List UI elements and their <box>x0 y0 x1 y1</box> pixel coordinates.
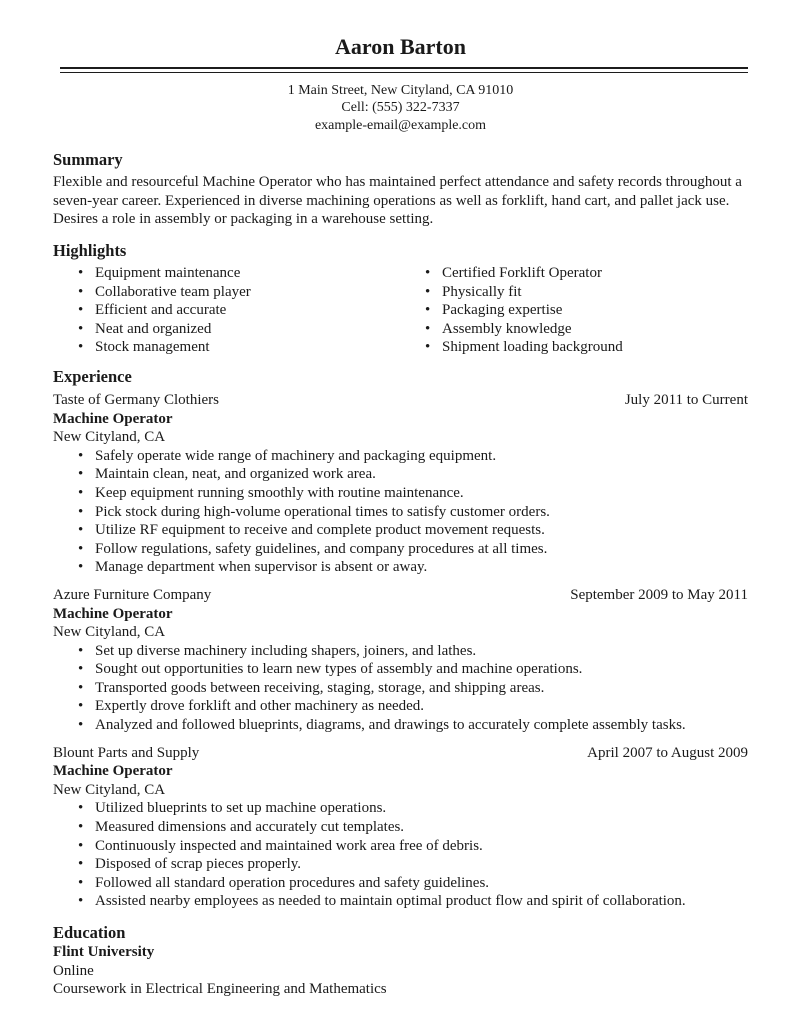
job-title: Machine Operator <box>53 410 173 427</box>
job-location: New Cityland, CA <box>53 781 166 798</box>
job-bullet: • Assisted nearby employees as needed to maintain optimal product flow and spirit of collaboration. <box>53 892 748 911</box>
contact-email: example-email@example.com <box>314 117 487 133</box>
highlight-item: • Physically fit <box>400 283 748 302</box>
education-school: Flint University <box>53 944 155 960</box>
job-bullet: • Disposed of scrap pieces properly. <box>53 855 748 874</box>
experience-job <box>53 744 748 911</box>
highlight-item: • Assembly knowledge <box>400 320 748 339</box>
job-dates: April 2007 to August 2009 <box>587 744 748 761</box>
contact-block <box>53 82 748 134</box>
job-bullet-list <box>53 799 748 911</box>
education-heading: Education <box>53 923 126 942</box>
job-bullet: • Pick stock during high-volume operational times to satisfy customer orders. <box>53 503 748 522</box>
job-company: Blount Parts and Supply <box>53 744 200 761</box>
job-location: New Cityland, CA <box>53 429 166 446</box>
highlight-item: • Packaging expertise <box>400 301 748 320</box>
experience-job <box>53 391 748 577</box>
job-bullet: • Utilized blueprints to set up machine operations. <box>53 799 748 818</box>
highlights-column-1 <box>53 264 400 357</box>
highlight-item: • Certified Forklift Operator <box>400 264 748 283</box>
job-bullet: • Set up diverse machinery including shapers, joiners, and lathes. <box>53 642 748 661</box>
highlights-section <box>53 241 748 357</box>
job-bullet: • Manage department when supervisor is absent or away. <box>53 558 748 577</box>
summary-section <box>53 150 748 229</box>
job-bullet: • Expertly drove forklift and other machinery as needed. <box>53 697 748 716</box>
job-bullet: • Analyzed and followed blueprints, diagrams, and drawings to accurately complete assembly tasks. <box>53 716 748 735</box>
job-header-row <box>53 744 748 763</box>
job-title: Machine Operator <box>53 605 173 622</box>
contact-phone: Cell: (555) 322-7337 <box>341 100 460 116</box>
summary-heading: Summary <box>53 149 123 169</box>
education-mode: Online <box>53 962 94 979</box>
contact-address: 1 Main Street, New Cityland, CA 91010 <box>287 83 514 98</box>
job-company: Azure Furniture Company <box>53 586 212 603</box>
job-bullet-list <box>53 447 748 577</box>
job-bullet: • Followed all standard operation procedures and safety guidelines. <box>53 874 748 893</box>
header-divider <box>60 67 748 73</box>
job-header-row <box>53 586 748 605</box>
highlights-column-2 <box>400 264 748 357</box>
job-bullet: • Keep equipment running smoothly with routine maintenance. <box>53 484 748 503</box>
experience-heading: Experience <box>53 366 132 386</box>
job-bullet: • Transported goods between receiving, staging, storage, and shipping areas. <box>53 679 748 698</box>
job-bullet: • Continuously inspected and maintained work area free of debris. <box>53 837 748 856</box>
job-dates: July 2011 to Current <box>624 391 748 408</box>
job-title: Machine Operator <box>53 763 173 780</box>
job-bullet: • Measured dimensions and accurately cut templates. <box>53 818 748 837</box>
highlight-item: • Neat and organized <box>53 320 400 339</box>
highlights-columns <box>53 264 748 357</box>
summary-text: Flexible and resourceful Machine Operator who has maintained perfect attendance and safety records throughout a seven-year career. Experienced in diverse machining operations as well as forklift, hand cart, and pallet jack use. Desires a role in assembly or packaging in a warehouse setting. <box>53 173 742 228</box>
highlight-item: • Collaborative team player <box>53 283 400 302</box>
job-bullet: • Sought out opportunities to learn new types of assembly and machine operations. <box>53 660 748 679</box>
job-header-row <box>53 391 748 410</box>
job-bullet: • Utilize RF equipment to receive and complete product movement requests. <box>53 521 748 540</box>
education-coursework: Coursework in Electrical Engineering and Mathematics <box>53 981 387 998</box>
job-company: Taste of Germany Clothiers <box>53 391 219 408</box>
job-bullet: • Safely operate wide range of machinery and packaging equipment. <box>53 447 748 466</box>
highlight-item: • Shipment loading background <box>400 338 748 357</box>
job-bullet: • Follow regulations, safety guidelines, and company procedures at all times. <box>53 540 748 559</box>
highlight-item: • Equipment maintenance <box>53 264 400 283</box>
experience-section <box>53 367 748 911</box>
job-bullet-list <box>53 642 748 735</box>
job-location: New Cityland, CA <box>53 624 166 641</box>
candidate-name: Aaron Barton <box>335 34 466 59</box>
experience-job <box>53 586 748 735</box>
highlight-item: • Stock management <box>53 338 400 357</box>
education-section <box>53 923 748 999</box>
highlight-item: • Efficient and accurate <box>53 301 400 320</box>
highlights-heading: Highlights <box>53 241 127 260</box>
job-dates: September 2009 to May 2011 <box>570 586 748 603</box>
job-bullet: • Maintain clean, neat, and organized work area. <box>53 465 748 484</box>
